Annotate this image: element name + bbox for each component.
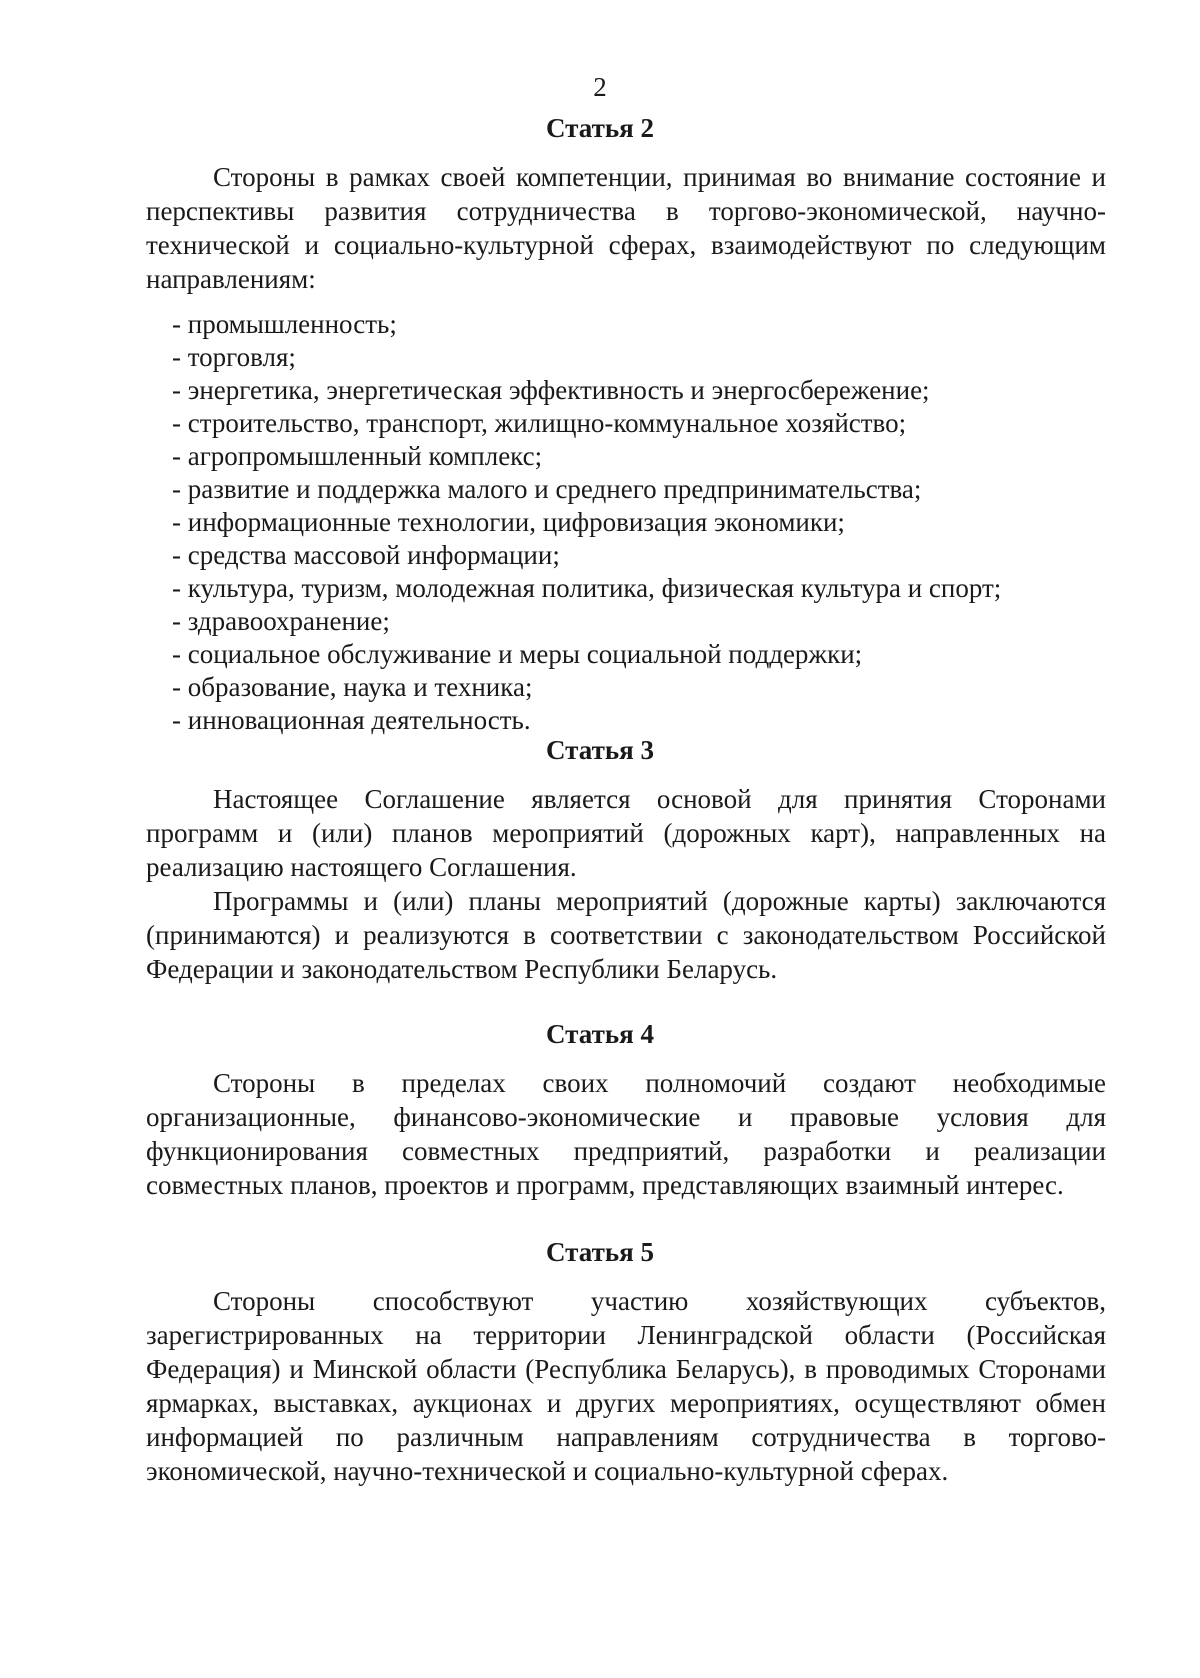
- direction-item: - образование, наука и техника;: [172, 672, 533, 702]
- article-3-paragraph-2-text: Программы и (или) планы мероприятий (дорожные карты) заключаются (принимаются) и реализуются в соответствии с законодательством Российской Федерации и законодательством Республики Беларусь.: [146, 886, 1106, 984]
- direction-item: - торговля;: [172, 342, 296, 372]
- page-number: 2: [593, 72, 607, 102]
- direction-item: - средства массовой информации;: [172, 540, 560, 570]
- article-5-title: Статья 5: [546, 1237, 654, 1267]
- article-2-title: Статья 2: [546, 113, 654, 143]
- direction-item: - строительство, транспорт, жилищно-коммунальное хозяйство;: [172, 408, 907, 438]
- directions-list: [172, 308, 1112, 737]
- direction-item: - развитие и поддержка малого и среднего предпринимательства;: [172, 474, 922, 504]
- direction-item: - агропромышленный комплекс;: [172, 441, 543, 471]
- article-3-paragraph-1: [146, 782, 1106, 884]
- article-3-paragraph-1-text: Настоящее Соглашение является основой для принятия Сторонами программ и (или) планов мероприятий (дорожных карт), направленных на реализацию настоящего Соглашения.: [146, 784, 1106, 882]
- direction-item: - промышленность;: [172, 309, 397, 339]
- article-2-intro-text: Стороны в рамках своей компетенции, принимая во внимание состояние и перспективы развития сотрудничества в торгово-экономической, научно-технической и социально-культурной сферах, взаимодействуют по следующим направлениям:: [146, 162, 1106, 294]
- article-4-paragraph-1: [146, 1066, 1106, 1202]
- direction-item: - социальное обслуживание и меры социальной поддержки;: [172, 639, 863, 669]
- direction-item: - инновационная деятельность.: [172, 705, 531, 735]
- direction-item: - здравоохранение;: [172, 606, 390, 636]
- article-5-paragraph-1: [146, 1284, 1106, 1488]
- direction-item: - культура, туризм, молодежная политика, физическая культура и спорт;: [172, 573, 1002, 603]
- direction-item: - энергетика, энергетическая эффективность и энергосбережение;: [172, 375, 930, 405]
- direction-item: - информационные технологии, цифровизация экономики;: [172, 507, 845, 537]
- article-3-paragraph-2: [146, 884, 1106, 986]
- article-4-title: Статья 4: [546, 1019, 654, 1049]
- article-5-paragraph-1-text: Стороны способствуют участию хозяйствующих субъектов, зарегистрированных на территории Ленинградской области (Российская Федерация) и Минской области (Республика Беларусь), в проводимых Сторонами ярмарках, выставках, аукционах и других мероприятиях, осуществляют обмен информацией по различным направлениям сотрудничества в торгово-экономической, научно-технической и социально-культурной сферах.: [146, 1286, 1106, 1486]
- article-2-intro: [146, 160, 1106, 296]
- article-3-title: Статья 3: [546, 735, 654, 765]
- article-4-paragraph-1-text: Стороны в пределах своих полномочий создают необходимые организационные, финансово-экономические и правовые условия для функционирования совместных предприятий, разработки и реализации совместных планов, проектов и программ, представляющих взаимный интерес.: [146, 1068, 1106, 1200]
